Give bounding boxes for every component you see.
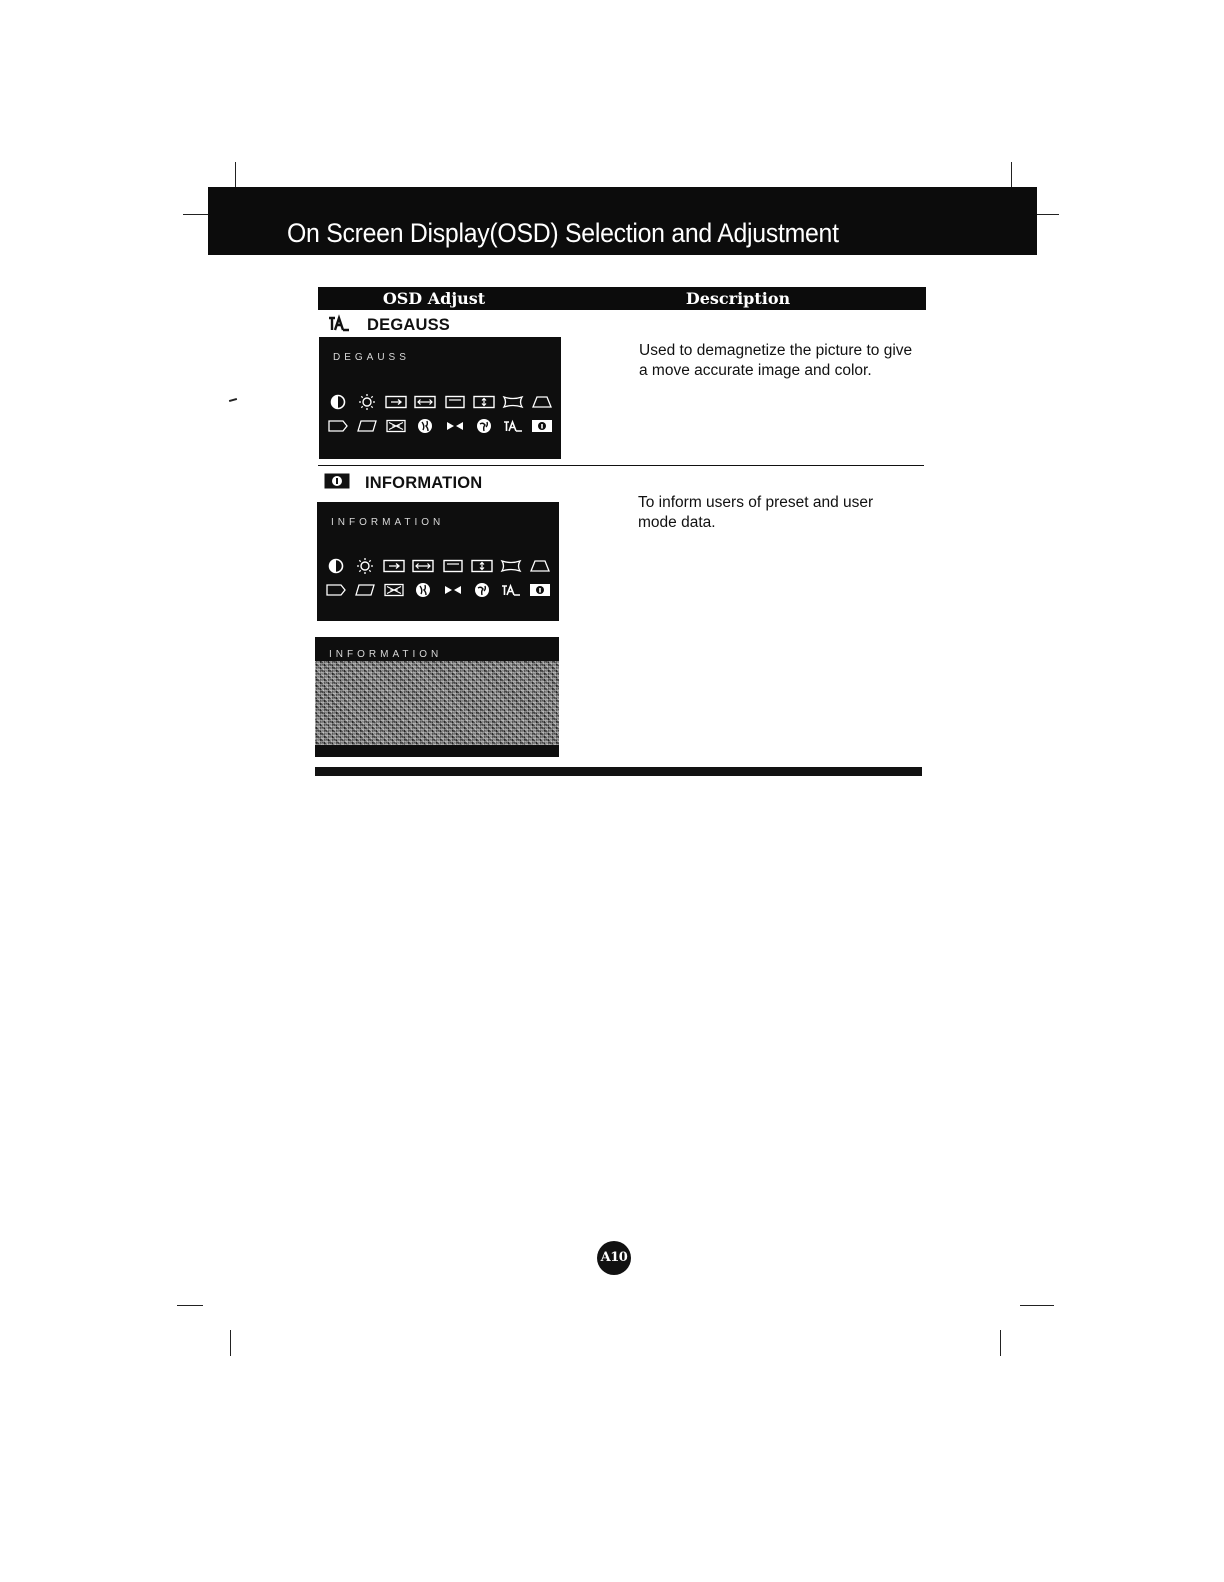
description-information: To inform users of preset and user mode data. [638, 494, 874, 531]
v-position-icon [444, 393, 466, 411]
color-temp-icon [385, 417, 407, 435]
information-icon [324, 473, 350, 494]
contrast-icon [327, 393, 349, 411]
v-position-icon [442, 557, 464, 575]
section-title-degauss: DEGAUSS [367, 316, 450, 334]
color-temp-icon [383, 581, 405, 599]
pincushion-icon [502, 393, 524, 411]
osd-menu-label: DEGAUSS [333, 352, 410, 363]
osd-menu-degauss [319, 337, 561, 459]
degauss-icon [500, 581, 522, 599]
degauss-icon [326, 314, 352, 337]
crop-mark [230, 1330, 231, 1356]
crop-mark [1020, 1305, 1054, 1306]
crop-mark [183, 214, 209, 215]
parallelogram-icon [327, 417, 349, 435]
pincushion-icon [500, 557, 522, 575]
h-size-icon [412, 557, 434, 575]
h-position-icon [385, 393, 407, 411]
h-position-icon [383, 557, 405, 575]
crop-mark [235, 162, 236, 188]
brightness-icon [354, 557, 376, 575]
crop-mark [1037, 214, 1059, 215]
description-degauss: Used to demagnetize the picture to give a move accurate image and color. [639, 342, 913, 379]
section-title-information: INFORMATION [365, 474, 483, 492]
pin-balance-icon [354, 581, 376, 599]
trapezoid-icon [531, 393, 553, 411]
section-divider [318, 465, 924, 466]
column-header-description: Description [550, 287, 926, 310]
osd-menu-information [317, 502, 559, 621]
information-icon [529, 581, 551, 599]
crop-mark [177, 1305, 203, 1306]
osd-menu-label: INFORMATION [331, 517, 445, 528]
osd-position-icon [471, 581, 493, 599]
trapezoid-icon [529, 557, 551, 575]
scan-speck [229, 398, 237, 402]
osd-icon-row [327, 392, 553, 412]
contrast-icon [325, 557, 347, 575]
moire-icon [444, 417, 466, 435]
table-bottom-bar [315, 767, 922, 776]
osd-icon-row [327, 416, 553, 436]
osd-information-panel [315, 637, 559, 757]
osd-icon-row [325, 580, 551, 600]
v-size-icon [473, 393, 495, 411]
osd-menu-label: INFORMATION [329, 649, 443, 660]
crop-mark [1011, 162, 1012, 188]
column-header-osd-adjust: OSD Adjust [318, 287, 550, 310]
crop-mark [1000, 1330, 1001, 1356]
osd-icon-row [325, 556, 551, 576]
h-size-icon [414, 393, 436, 411]
language-icon [412, 581, 434, 599]
osd-position-icon [473, 417, 495, 435]
information-data-noise [315, 661, 559, 745]
page-number: A10 [597, 1241, 631, 1275]
information-icon [531, 417, 553, 435]
page-title: On Screen Display(OSD) Selection and Adjustment [287, 218, 839, 248]
v-size-icon [471, 557, 493, 575]
degauss-icon [502, 417, 524, 435]
moire-icon [442, 581, 464, 599]
parallelogram-icon [325, 581, 347, 599]
pin-balance-icon [356, 417, 378, 435]
language-icon [414, 417, 436, 435]
brightness-icon [356, 393, 378, 411]
